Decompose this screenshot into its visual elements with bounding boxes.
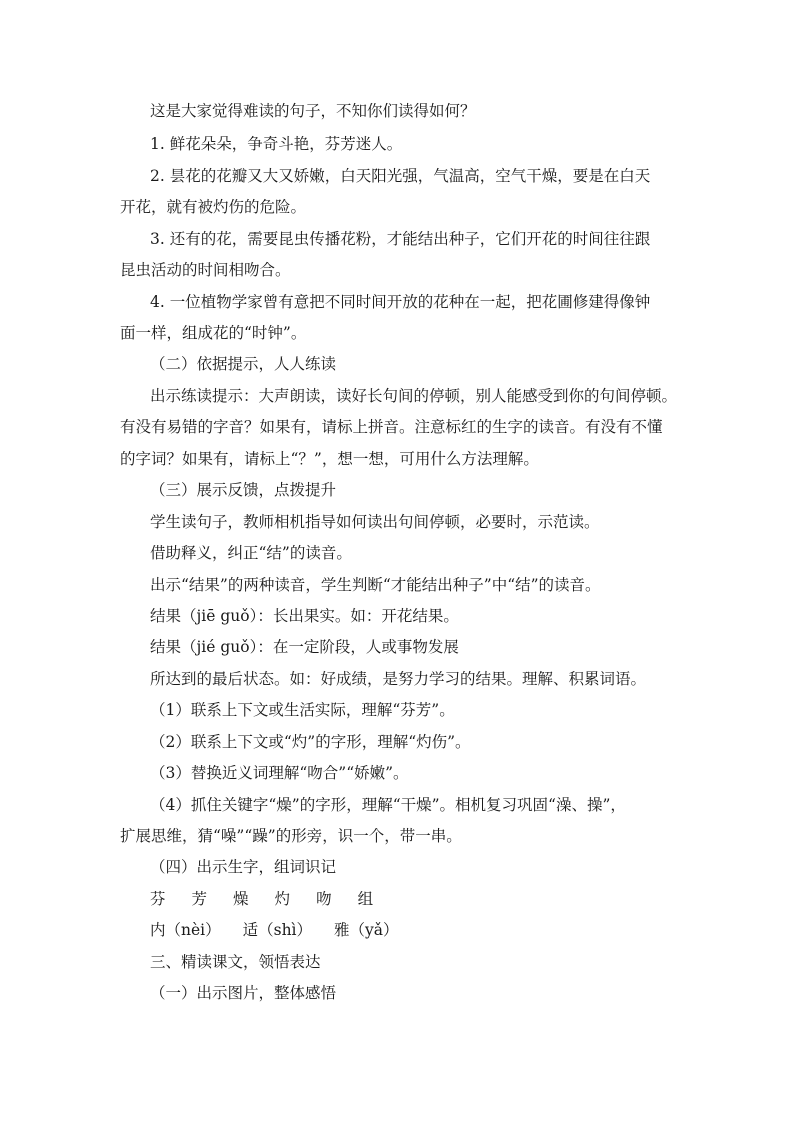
list-item-cont: 扩展思维，猜“噪”“躁”的形旁，识一个，带一串。 [120, 827, 462, 845]
character: 芳 [191, 890, 208, 908]
sentence-4: 4. 一位植物学家曾有意把不同时间开放的花种在一起，把花圃修建得像钟 [150, 293, 651, 311]
character-list [150, 889, 399, 909]
paragraph: 借助释义，纠正“结”的读音。 [150, 544, 352, 562]
paragraph: 学生读句子，教师相机指导如何读出句间停顿，必要时，示范读。 [150, 513, 600, 531]
section-heading: 三、精读课文，领悟表达 [150, 953, 321, 971]
paragraph: 这是大家觉得难读的句子，不知你们读得如何？ [150, 102, 476, 120]
section-heading: （四）出示生字，组词识记 [150, 858, 337, 876]
sentence-3: 3. 还有的花，需要昆虫传播花粉，才能结出种子，它们开花的时间往往跟 [150, 230, 651, 248]
sentence-4-cont: 面一样，组成花的“时钟”。 [120, 324, 307, 342]
pinyin-item: 适（shì） [242, 921, 313, 939]
character: 灼 [274, 890, 291, 908]
section-heading: （一）出示图片，整体感悟 [150, 984, 337, 1002]
list-item: （4）抓住关键字“燥”的字形，理解“干燥”。相机复习巩固“澡、操”， [150, 796, 626, 814]
definition-1: 结果（jiē guǒ）：长出果实。如：开花结果。 [150, 607, 459, 625]
paragraph: 有没有易错的字音？如果有，请标上拼音。注意标红的生字的读音。有没有不懂 [120, 418, 663, 436]
sentence-1: 1. 鲜花朵朵，争奇斗艳，芬芳迷人。 [150, 135, 403, 153]
list-item: （3）替换近义词理解“吻合”“娇嫩”。 [150, 764, 409, 782]
pinyin-list [150, 920, 421, 940]
section-heading: （三）展示反馈，点拨提升 [150, 481, 337, 499]
section-heading: （二）依据提示，人人练读 [150, 355, 337, 373]
character: 芬 [150, 890, 166, 908]
character: 吻 [316, 890, 332, 908]
paragraph: 出示“结果”的两种读音，学生判断“才能结出种子”中“结”的读音。 [150, 576, 601, 594]
paragraph: 出示练读提示：大声朗读，读好长句间的停顿，别人能感受到你的句间停顿。 [150, 387, 678, 405]
character: 组 [357, 890, 374, 908]
paragraph: 的字词？如果有，请标上“？”，想一想，可用什么方法理解。 [120, 450, 539, 468]
pinyin-item: 雅（yǎ） [334, 921, 399, 939]
sentence-2-cont: 开花，就有被灼伤的危险。 [120, 198, 307, 216]
sentence-3-cont: 昆虫活动的时间相吻合。 [120, 261, 291, 279]
sentence-2: 2. 昙花的花瓣又大又娇嫩，白天阳光强，气温高，空气干燥，要是在白天 [150, 167, 651, 185]
list-item: （1）联系上下文或生活实际，理解“芬芳”。 [150, 701, 455, 719]
list-item: （2）联系上下文或“灼”的字形，理解“灼伤”。 [150, 733, 471, 751]
paragraph: 所达到的最后状态。如：好成绩，是努力学习的结果。理解、积累词语。 [150, 670, 647, 688]
pinyin-item: 内（nèi） [150, 921, 221, 939]
definition-2: 结果（jié guǒ）：在一定阶段，人或事物发展 [150, 638, 459, 656]
character: 燥 [233, 890, 249, 908]
